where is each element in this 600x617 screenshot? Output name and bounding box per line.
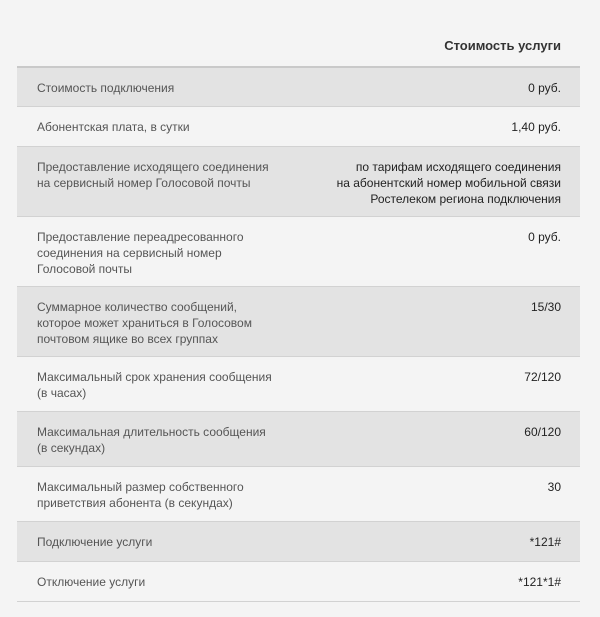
table-row: [17, 68, 580, 107]
row-value: 72/120: [524, 370, 561, 384]
row-value: 60/120: [524, 425, 561, 439]
row-label: Предоставление исходящего соединения на сервисный номер Голосовой почты: [37, 160, 269, 190]
row-value: *121*1#: [518, 575, 561, 589]
row-value: по тарифам исходящего соединения на абонентский номер мобильной связи Ростелеком региона подключения: [336, 160, 561, 206]
row-value: 0 руб.: [528, 230, 561, 244]
table-row: [17, 107, 580, 147]
row-label: Абонентская плата, в сутки: [37, 120, 190, 134]
row-label: Стоимость подключения: [37, 81, 175, 95]
row-value: 15/30: [530, 300, 561, 314]
table-row: [17, 522, 580, 562]
row-value: 0 руб.: [528, 81, 561, 95]
row-label: Отключение услуги: [37, 575, 146, 589]
row-label: Максимальный срок хранения сообщения (в часах): [37, 370, 272, 400]
row-label: Подключение услуги: [37, 535, 153, 549]
table-row: [17, 147, 580, 217]
row-value: 1,40 руб.: [511, 120, 561, 134]
row-value: *121#: [529, 535, 561, 549]
row-label: Максимальная длительность сообщения (в секундах): [37, 425, 266, 455]
table-row: [17, 217, 580, 287]
table-row: [17, 287, 580, 357]
row-label: Суммарное количество сообщений, которое может храниться в Голосовом почтовом ящике во всех группах: [37, 300, 252, 346]
table-header: [17, 28, 580, 68]
table-row: [17, 467, 580, 522]
table-row: [17, 412, 580, 467]
row-label: Предоставление переадресованного соединения на сервисный номер Голосовой почты: [37, 230, 244, 276]
table-row: [17, 357, 580, 412]
row-label: Максимальный размер собственного приветствия абонента (в секундах): [37, 480, 244, 510]
service-cost-table: [17, 28, 580, 602]
column-title: Стоимость услуги: [444, 38, 561, 53]
row-value: 30: [547, 480, 561, 494]
table-row: [17, 562, 580, 602]
